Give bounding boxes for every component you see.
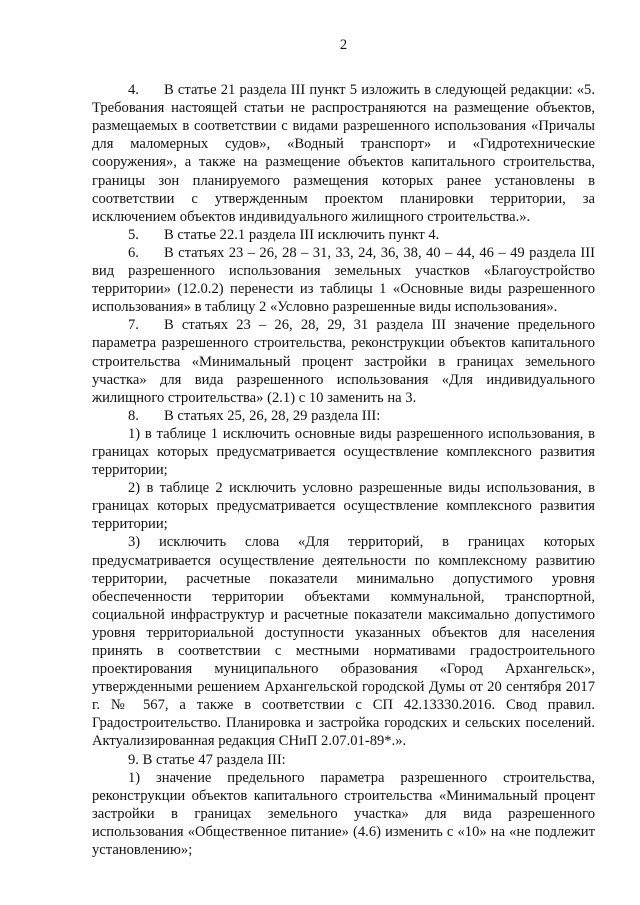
paragraph-text: В статье 21 раздела III пункт 5 изложить в следующей редакции: «5. Требования настоящей статьи не распространяются на размещение объектов, размещаемых в соответствии с видами разрешенного использования «Причалы для маломерных судов», «Водный транспорт» и «Гидротехнические сооружения», а также на размещение объектов капитального строительства, границы зон планируемого размещения которых ранее установлены в соответствии с утвержденным проектом планировки территории, за исключением объектов индивидуального жилищного строительства.». [92,82,595,225]
paragraph-item-8 [92,407,595,425]
paragraph-text: 2) в таблице 2 исключить условно разрешенные виды использования, в границах которых предусматривается осуществление комплексного развития территории; [92,480,595,533]
item-number: 6. [128,244,139,261]
item-number: 5. [128,226,139,243]
paragraph-text: В статьях 23 – 26, 28 – 31, 33, 24, 36, 38, 40 – 44, 46 – 49 раздела III вид разрешенного использования земельных участков «Благоустройство территории» (12.0.2) перенести из таблицы 1 «Основные виды разрешенного использования» в таблицу 2 «Условно разрешенные виды использования». [92,244,595,316]
document-page [92,36,595,859]
paragraph-subitem-9-1 [92,769,595,859]
item-number: 8. [128,407,139,424]
paragraph-item-9 [92,751,595,769]
paragraph-text: 1) в таблице 1 исключить основные виды разрешенного использования, в границах которых предусматривается осуществление комплексного развития территории; [92,425,595,479]
paragraph-text: В статьях 23 – 26, 28, 29, 31 раздела III значение предельного параметра разрешенного строительства, реконструкции объектов капитального строительства «Минимальный процент застройки в границах земельного участка» для вида разрешенного использования «Для индивидуального жилищного строительства» (2.1) с 10 заменить на 3. [92,317,595,406]
paragraph-item-7 [92,316,595,406]
paragraph-text: В статьях 25, 26, 28, 29 раздела III: [164,407,381,424]
item-number: 4. [128,82,139,99]
paragraph-text: 1) значение предельного параметра разрешенного строительства, реконструкции объектов капитального строительства «Минимальный процент застройки в границах земельного участка» для вида разрешенного использования «Общественное питание» (4.6) изменить с «10» на «не подлежит установлению»; [92,769,595,859]
paragraph-text: В статье 22.1 раздела III исключить пункт 4. [164,226,440,243]
paragraph-subitem-8-2 [92,479,595,533]
item-number: 7. [128,317,139,334]
paragraph-subitem-8-3 [92,533,595,750]
paragraph-subitem-8-1 [92,425,595,479]
page-number: 2 [339,37,348,53]
paragraph-text: 9. В статье 47 раздела III: [128,751,286,768]
paragraph-item-5 [92,226,595,244]
paragraph-item-4 [92,81,595,226]
paragraph-item-6 [92,244,595,316]
paragraph-text: 3) исключить слова «Для территорий, в границах которых предусматривается осуществление деятельности по комплексному развитию территории, расчетные показатели минимально допустимого уровня обеспеченности территории объектами коммунальной, транспортной, социальной инфраструктур и расчетные показатели максимально допустимого уровня территориальной доступности указанных объектов для населения принять в соответствии с местными нормативами градостроительного проектирования муниципального образования «Город Архангельск», утвержденными решением Архангельской городской Думы от 20 сентября 2017 г. № 567, а также в соответствии с СП 42.13330.2016. Свод правил. Градостроительство. Планировка и застройка городских и сельских поселений. Актуализированная редакция СНиП 2.07.01-89*.». [92,534,595,750]
